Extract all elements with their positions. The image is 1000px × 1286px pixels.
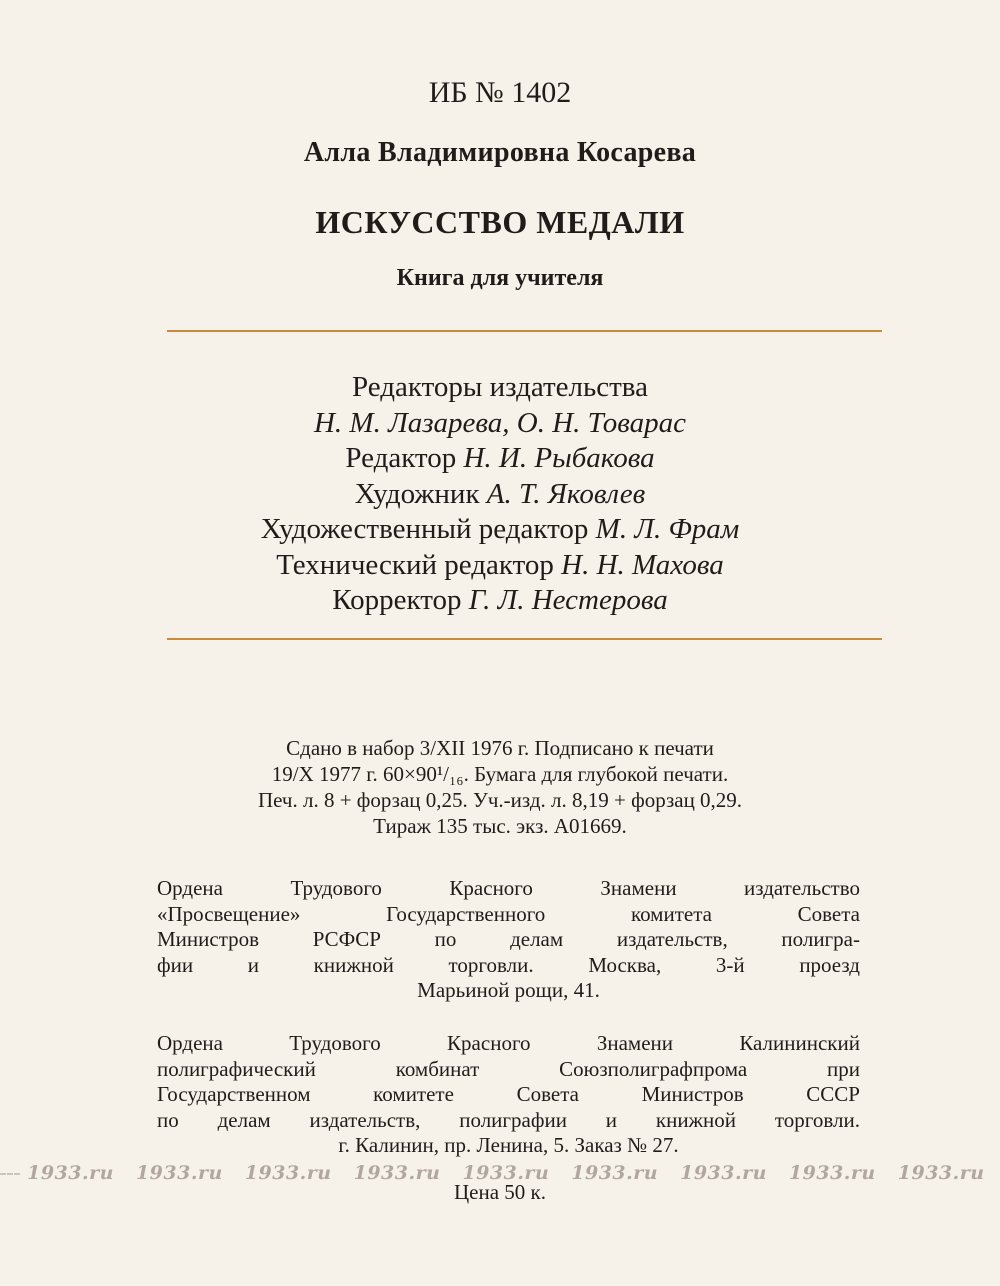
watermark-text: 1933.ru xyxy=(244,1162,332,1184)
book-title: ИСКУССТВО МЕДАЛИ xyxy=(315,204,685,240)
credit-role: Редактор xyxy=(345,442,464,474)
credit-line xyxy=(0,548,1000,584)
watermark-text: 1933.ru xyxy=(788,1162,876,1184)
print-details xyxy=(0,735,1000,839)
credit-name: Н. И. Рыбакова xyxy=(463,442,655,474)
watermark-dash xyxy=(0,1173,20,1175)
printer-address: г. Калинин, пр. Ленина, 5. Заказ № 27. xyxy=(338,1133,679,1157)
credit-name: Г. Л. Нестерова xyxy=(468,584,668,616)
credit-role: Редакторы издательства xyxy=(352,371,648,403)
credits-block xyxy=(0,370,1000,619)
publisher-line: фии и книжной торговли. Москва, 3-й проезд xyxy=(157,952,860,977)
publisher-line: Ордена Трудового Красного Знамени издательство xyxy=(157,876,860,900)
watermark-text: 1933.ru xyxy=(462,1162,550,1184)
printer-line: по делам издательств, полиграфии и книжной торговли. xyxy=(157,1107,860,1132)
credit-name: А. Т. Яковлев xyxy=(486,477,646,510)
author-name: Алла Владимировна Косарева xyxy=(303,137,697,168)
watermark-text: 1933.ru xyxy=(27,1162,114,1184)
printer-line: Государственном комитете Совета Министров СССР xyxy=(157,1082,860,1106)
credit-name: Н. М. Лазарева, О. Н. Товарас xyxy=(313,406,687,439)
watermark-text: 1933.ru xyxy=(135,1162,223,1184)
ib-number: ИБ № 1402 xyxy=(428,76,572,109)
watermark-text: 1933.ru xyxy=(897,1162,985,1184)
publisher-line: Министров РСФСР по делам издательств, полигра- xyxy=(157,927,860,951)
credit-name: Н. Н. Махова xyxy=(561,548,724,581)
watermark-text: 1933.ru xyxy=(353,1162,441,1184)
credit-line xyxy=(0,406,1000,442)
print-detail-line: Сдано в набор 3/XII 1976 г. Подписано к печати xyxy=(286,736,714,760)
price: Цена 50 к. xyxy=(454,1180,546,1204)
credit-name: М. Л. Фрам xyxy=(595,513,740,545)
print-detail-line: 19/X 1977 г. 60×90¹/₁₆. Бумага для глубокой печати. xyxy=(271,762,729,786)
credit-role: Технический редактор xyxy=(276,548,562,581)
credit-line xyxy=(0,512,1000,548)
bottom-divider xyxy=(167,638,882,640)
publisher-address: Марьиной рощи, 41. xyxy=(417,978,600,1002)
credit-role: Художественный редактор xyxy=(260,513,596,545)
publisher-info xyxy=(157,876,860,1004)
watermark-strip xyxy=(0,1162,1000,1188)
watermark-text: 1933.ru xyxy=(571,1162,659,1184)
print-detail-line: Печ. л. 8 + форзац 0,25. Уч.-изд. л. 8,19 + форзац 0,29. xyxy=(257,788,743,812)
credit-line xyxy=(0,441,1000,477)
printer-info xyxy=(157,1031,860,1159)
watermark-repeats xyxy=(27,1162,1000,1184)
book-subtitle: Книга для учителя xyxy=(396,265,604,291)
credit-role: Корректор xyxy=(332,584,469,616)
credit-line xyxy=(0,583,1000,619)
watermark-text: 1933.ru xyxy=(680,1162,767,1184)
printer-line: полиграфический комбинат Союзполиграфпрома при xyxy=(157,1056,860,1081)
top-divider xyxy=(167,330,882,332)
credit-line xyxy=(0,477,1000,513)
credit-line xyxy=(0,370,1000,406)
print-detail-line: Тираж 135 тыс. экз. А01669. xyxy=(373,814,627,838)
printer-line: Ордена Трудового Красного Знамени Калининский xyxy=(157,1031,860,1055)
publisher-line: «Просвещение» Государственного комитета Совета xyxy=(157,901,860,926)
credit-role: Художник xyxy=(354,477,487,510)
